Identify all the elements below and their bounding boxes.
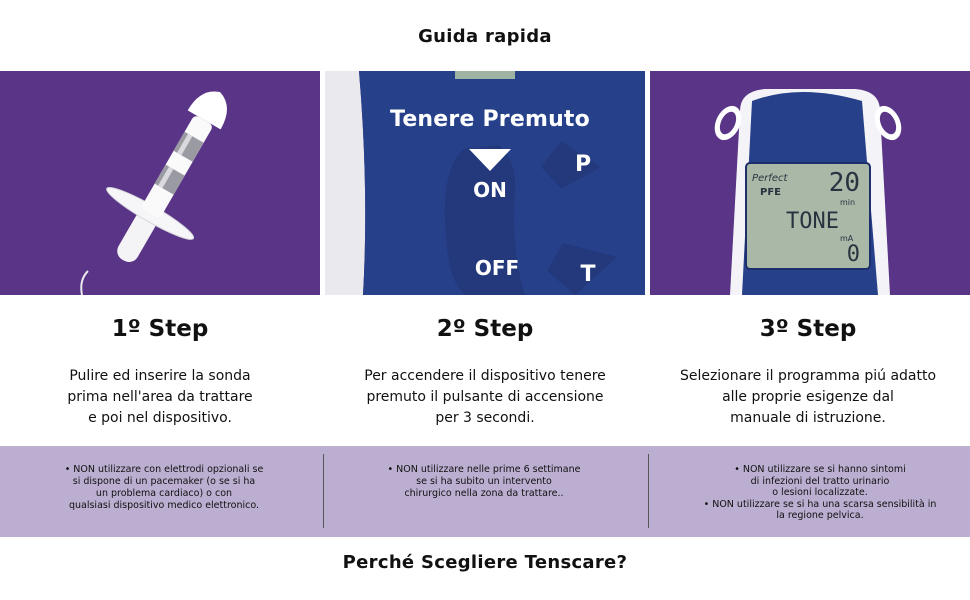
step-2-description: Per accendere il dispositivo tenere premuto il pulsante di accensione per 3 secondi. [364,368,606,426]
warning-divider [648,454,649,528]
step-3-description: Selezionare il programma piú adatto alle proprie esigenze dal manuale di istruzione. [679,368,937,426]
lcd-program: PFE [760,187,781,198]
step-3-title: 3º Step [759,316,857,342]
probe-image-panel [0,71,320,295]
step-2-title: 2º Step [436,316,534,342]
on-button-label: ON [473,178,507,202]
warning-divider [323,454,324,528]
step-1-title: 1º Step [111,316,209,342]
page-title: Guida rapida [418,26,552,47]
hold-pressed-label: Tenere Premuto [390,107,590,132]
device-display-illustration [650,71,970,295]
lcd-time-unit: min [840,198,856,207]
lcd-current: 0 [846,242,860,267]
device-front-illustration [325,71,645,295]
step-1-description: Pulire ed inserire la sonda prima nell'area da trattare e poi nel dispositivo. [67,368,253,426]
device-buttons-panel [325,71,645,295]
t-button-label: T [580,262,596,287]
vaginal-probe-illustration [0,71,320,295]
lcd-mode: TONE [786,209,839,234]
lcd-brand: Perfect [752,173,788,184]
why-choose-title: Perché Scegliere Tenscare? [342,552,628,573]
lcd-current-unit: mA [840,234,854,243]
warning-2: • NON utilizzare nelle prime 6 settimane se si ha subito un intervento chirurgico nella zona da trattare.. [387,464,581,499]
warning-1: • NON utilizzare con elettrodi opzionali se si dispone di un pacemaker (o se si ha un problema cardiaco) o con qualsiasi dispositivo medico elettronico. [64,464,264,511]
p-button-label: P [574,152,592,177]
warnings-band [0,446,970,537]
device-display-panel [650,71,970,295]
warning-3: • NON utilizzare se si hanno sintomi di infezioni del tratto urinario o lesioni localizzate. • NON utilizzare se si ha una scarsa sensibilità in la regione pelvica. [703,464,937,521]
lcd-time: 20 [828,168,860,198]
off-button-label: OFF [474,256,520,280]
